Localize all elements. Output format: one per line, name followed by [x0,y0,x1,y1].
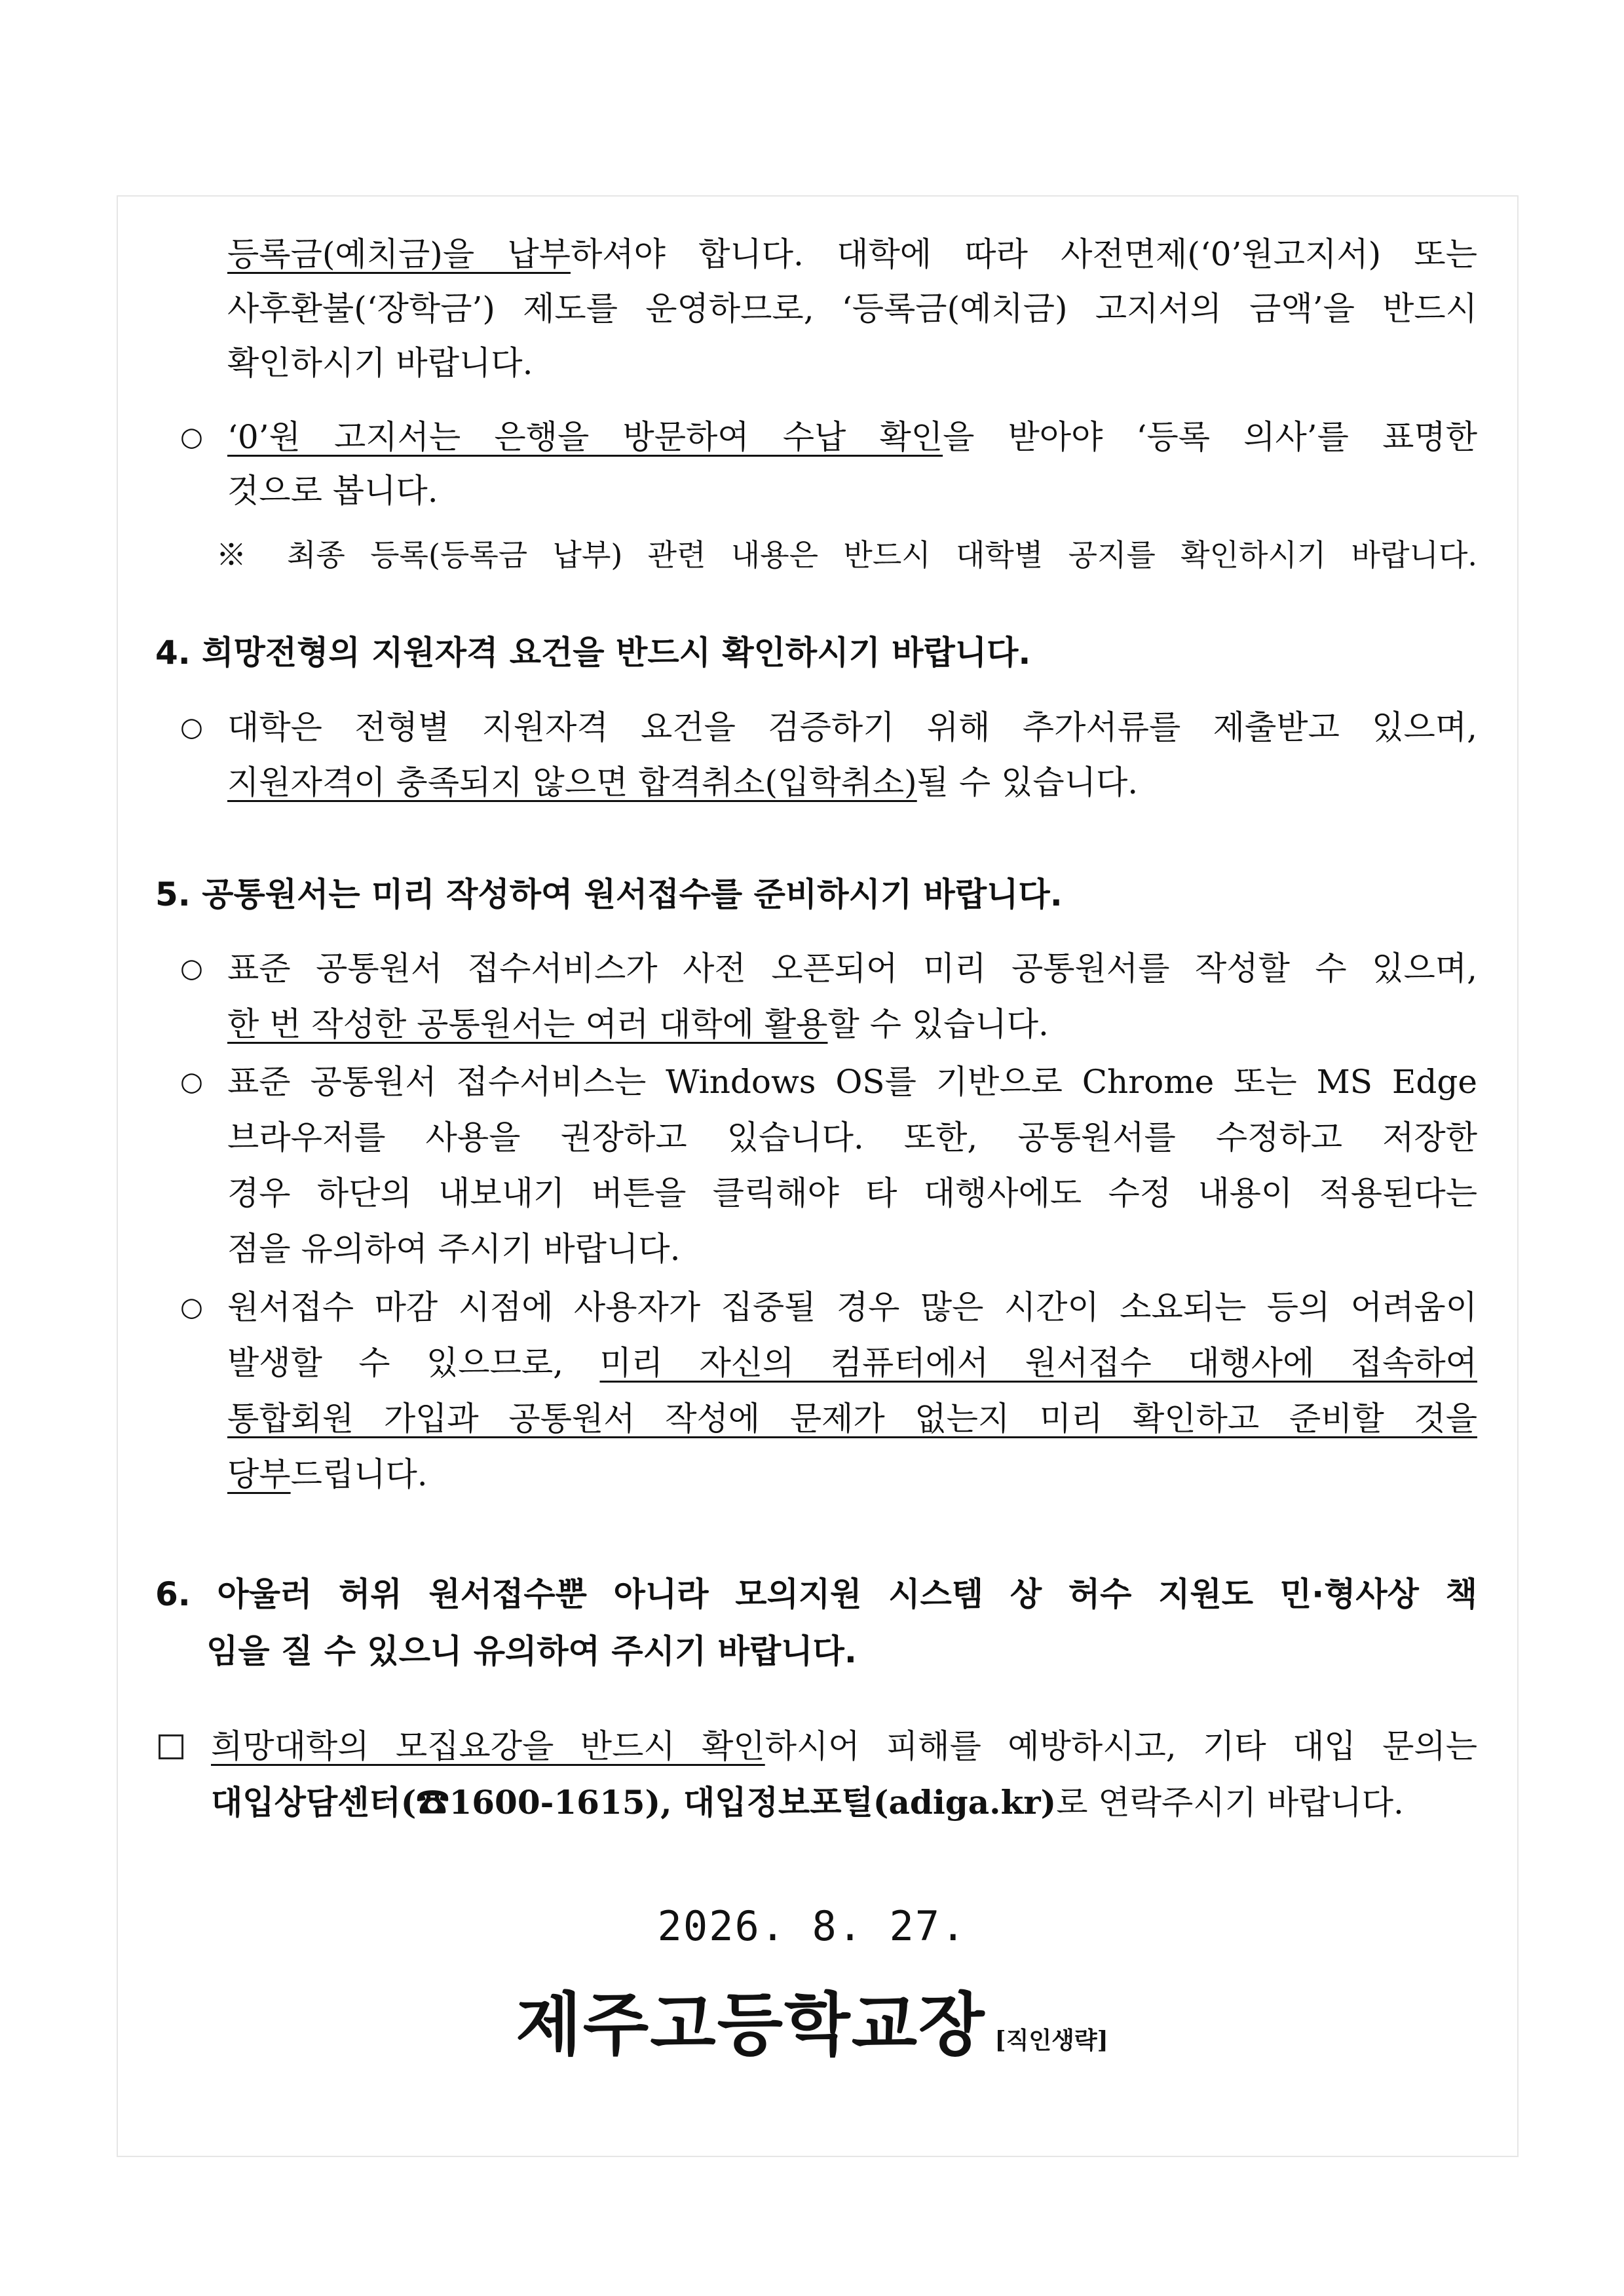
section-4-heading: 4. 희망전형의 지원자격 요건을 반드시 확인하시기 바랍니다. [155,634,1031,672]
text: 하시어 피해를 예방하시고, 기타 대입 문의는 [765,1727,1477,1765]
seal-omitted-note: [직인생략] [994,2027,1108,2054]
text: 표준 공통원서 접수서비스가 사전 오픈되어 미리 공통원서를 작성할 수 있으며, [227,949,1477,987]
note-line [216,533,1477,577]
text: 확인하시기 바랍니다. [227,344,533,382]
section-5-bullet-2-line-3 [227,1172,1477,1215]
underlined-text: 미리 자신의 컴퓨터에서 원서접수 대행사에 접속하여 [599,1344,1477,1382]
text: 드립니다. [290,1455,428,1493]
contact-info: 대입상담센터(☎1600-1615), 대입정보포털(adiga.kr) [211,1783,1057,1822]
section-4-line-1 [227,706,1477,749]
section-5-bullet-3-line-4 [227,1453,428,1496]
closing-line-2 [211,1781,1404,1824]
zero-won-line-2 [227,469,438,512]
text: 로 연락주시기 바랍니다. [1056,1784,1404,1822]
section-5-bullet-1-line-1 [227,947,1477,990]
section-5-bullet-2-line-2 [227,1116,1477,1159]
text: 을 받아야 ‘등록 의사’를 표명한 [943,418,1477,456]
text: 6. 아울러 허위 원서접수뿐 아니라 모의지원 시스템 상 허수 지원도 민·형사상 책 [155,1575,1477,1613]
text: 것으로 봅니다. [227,472,438,510]
text: 될 수 있습니다. [916,763,1139,801]
underlined-text: 당부 [227,1455,291,1493]
text: 하셔야 합니다. 대학에 따라 사전면제(‘0’원고지서) 또는 [570,235,1477,273]
section-5-bullet-3-line-3 [227,1397,1477,1440]
text: 발생할 수 있으므로, [227,1344,600,1382]
continuation-line-3 [227,341,533,385]
section-5-bullet-2-line-4 [227,1227,680,1271]
closing-line-1 [211,1725,1477,1768]
text: 원서접수 마감 시점에 사용자가 집중될 경우 많은 시간이 소요되는 등의 어려움이 [227,1288,1477,1326]
underlined-text: 등록금(예치금)을 납부 [227,235,571,273]
circle-bullet: ○ [180,953,203,984]
section-5-bullet-2-line-1 [227,1060,1477,1103]
square-bullet-icon [159,1734,183,1759]
section-5-heading: 5. 공통원서는 미리 작성하여 원서접수를 준비하시기 바랍니다. [155,875,1063,913]
circle-bullet: ○ [180,1067,203,1097]
section-6-heading-line-1 [155,1573,1477,1616]
text: 브라우저를 사용을 권장하고 있습니다. 또한, 공통원서를 수정하고 저장한 [227,1119,1477,1157]
underlined-text: 희망대학의 모집요강을 반드시 확인 [211,1727,765,1765]
section-5-bullet-3-line-1 [227,1286,1477,1329]
circle-bullet: ○ [180,1292,203,1322]
section-6-heading-line-2: 임을 질 수 있으니 유의하여 주시기 바랍니다. [206,1632,857,1670]
text: 대학은 전형별 지원자격 요건을 검증하기 위해 추가서류를 제출받고 있으며, [227,708,1477,746]
circle-bullet: ○ [180,712,203,742]
underlined-text: 통합회원 가입과 공통원서 작성에 문제가 없는지 미리 확인하고 준비할 것을 [227,1400,1477,1438]
text: 할 수 있습니다. [827,1005,1049,1043]
continuation-line-1 [227,233,1477,276]
signature-block [0,1985,1624,2064]
text: 경우 하단의 내보내기 버튼을 클릭해야 타 대행사에도 수정 내용이 적용된다는 [227,1174,1478,1212]
circle-bullet: ○ [180,422,203,452]
underlined-text: 한 번 작성한 공통원서는 여러 대학에 활용 [227,1005,828,1043]
text: 사후환불(‘장학금’) 제도를 운영하므로, ‘등록금(예치금) 고지서의 금액’을 반드시 [227,290,1477,328]
section-5-bullet-1-line-2 [227,1003,1049,1046]
continuation-line-2 [227,287,1477,330]
note-text: ※ 최종 등록(등록금 납부) 관련 내용은 반드시 대학별 공지를 확인하시기 바랍니다. [216,537,1477,573]
signature-name: 제주고등학교장 [516,1984,986,2065]
zero-won-line-1 [227,415,1477,459]
text: 표준 공통원서 접수서비스는 Windows OS를 기반으로 Chrome 또는 MS Edge [227,1063,1477,1101]
underlined-text: 지원자격이 충족되지 않으면 합격취소(입학취소) [227,763,917,801]
underlined-text: ‘0’원 고지서는 은행을 방문하여 수납 확인 [227,418,943,456]
section-4-line-2 [227,761,1138,804]
text: 점을 유의하여 주시기 바랍니다. [227,1230,681,1268]
document-date: 2026. 8. 27. [657,1902,967,1950]
section-5-bullet-3-line-2 [227,1341,1477,1385]
